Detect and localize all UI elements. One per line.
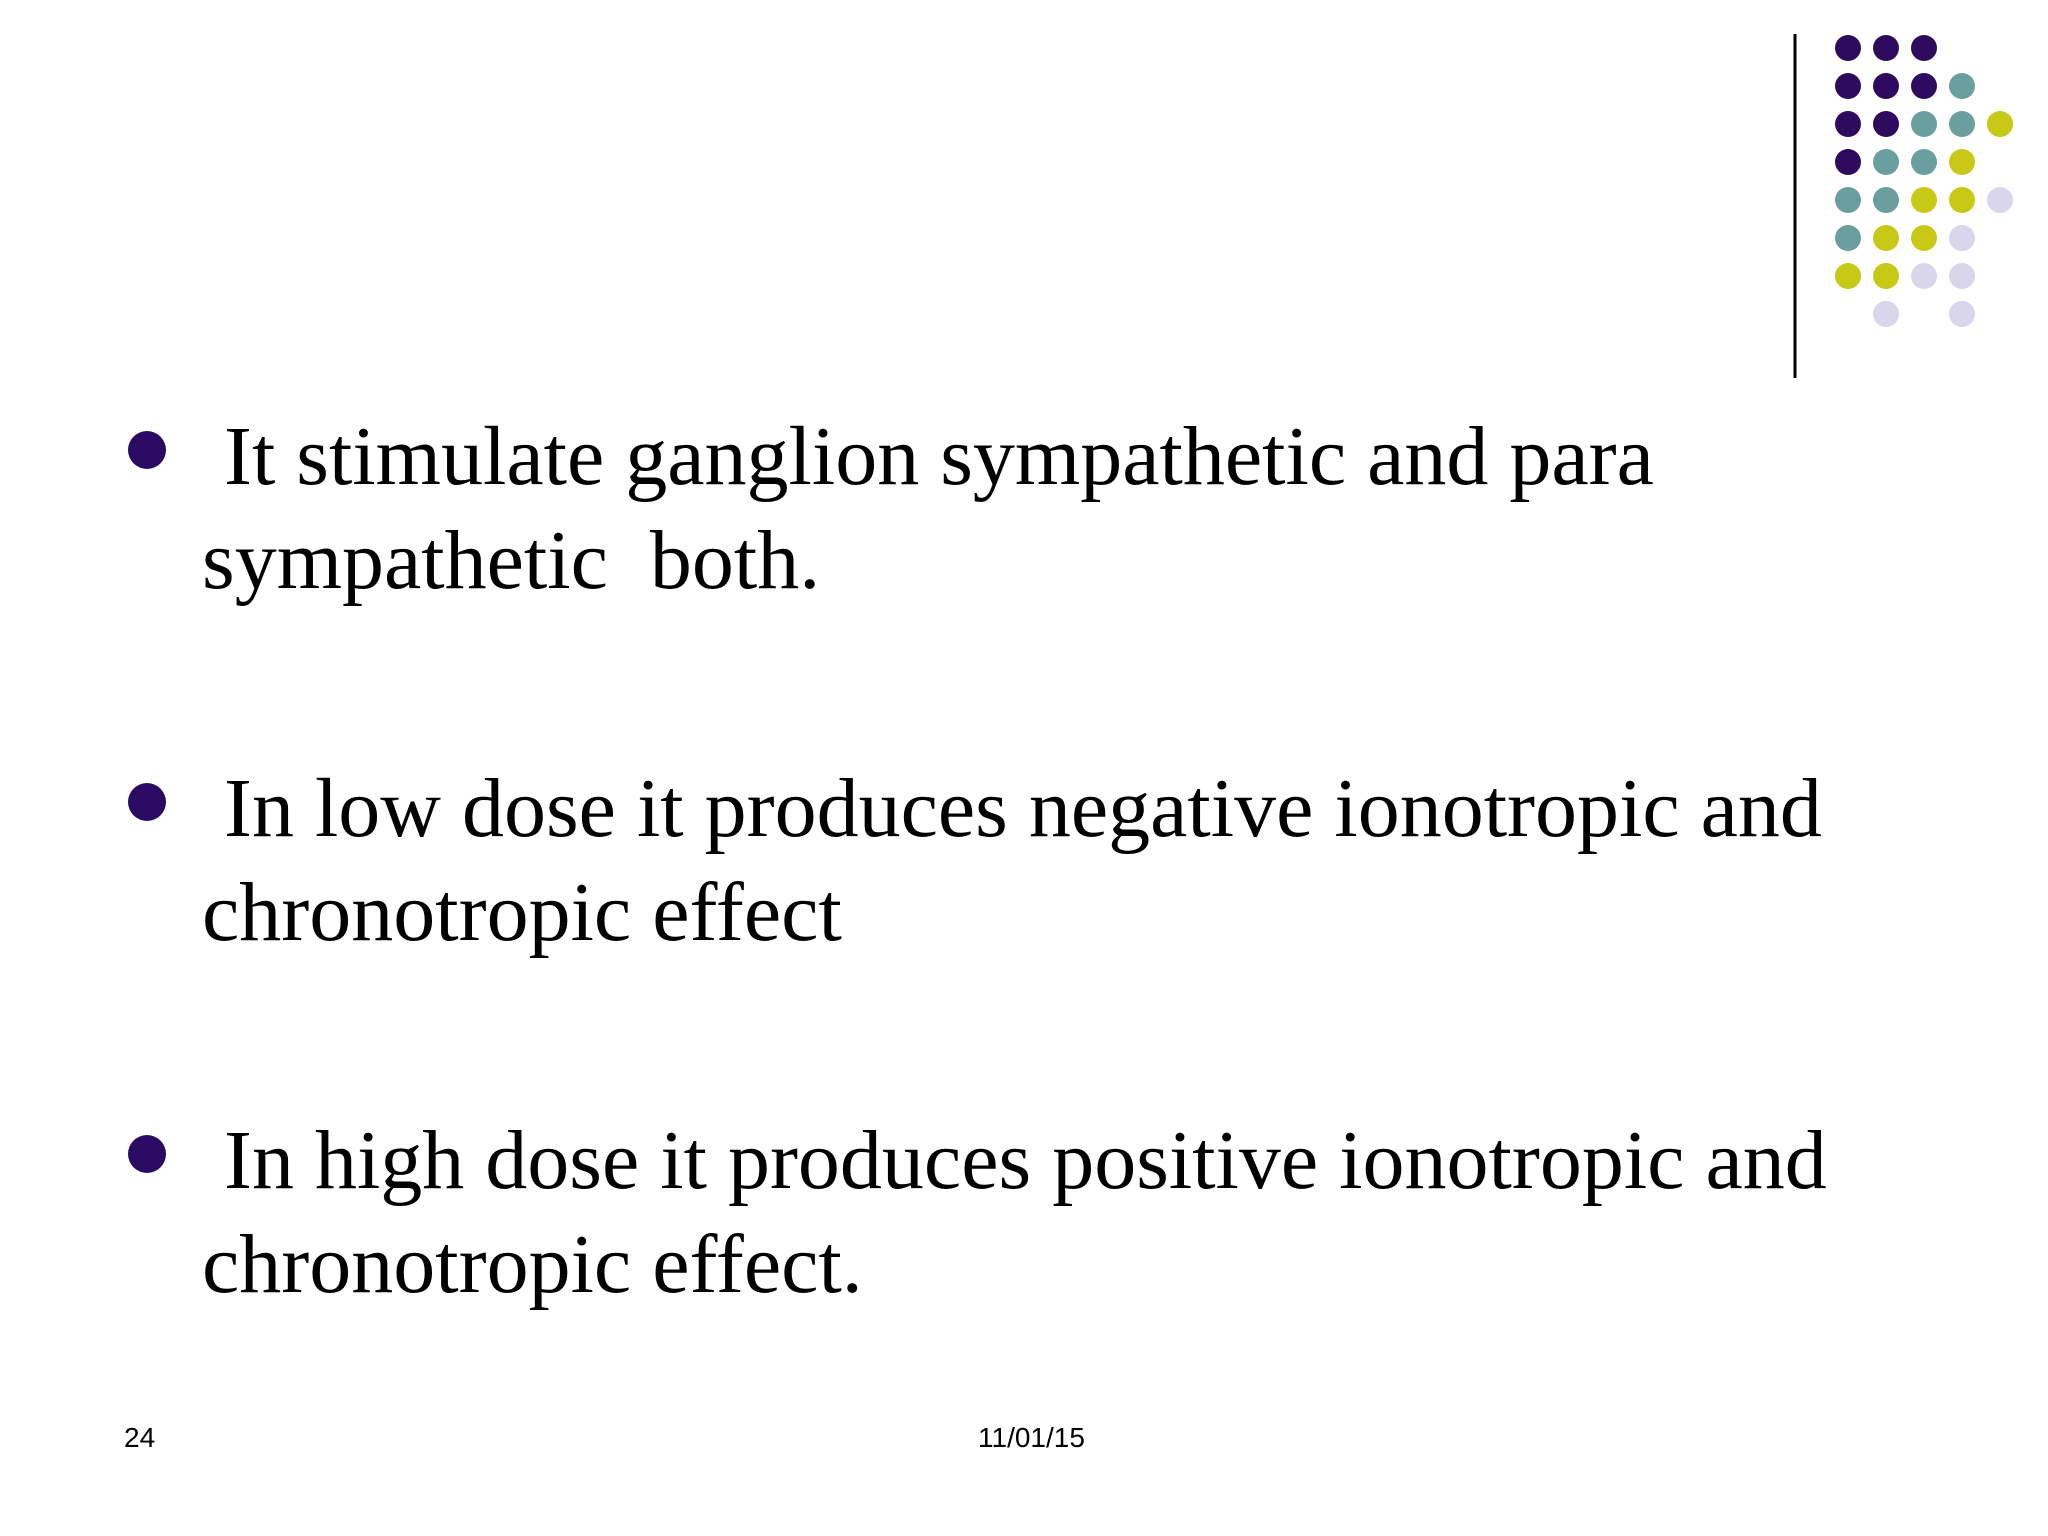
decor-dot: [1987, 111, 2013, 137]
decor-dot: [1873, 187, 1899, 213]
decor-dot: [1835, 149, 1861, 175]
decor-dot: [1835, 73, 1861, 99]
decor-dot: [1949, 301, 1975, 327]
decor-dot: [1949, 111, 1975, 137]
bullet-text-2: In low dose it produces negative ionotropic and chronotropic effect: [202, 762, 1843, 959]
bullet-item-1: [120, 405, 1880, 613]
decor-dot: [1873, 263, 1899, 289]
decor-dot: [1873, 73, 1899, 99]
decor-dot: [1949, 263, 1975, 289]
dot-grid-decoration: [0, 0, 2048, 400]
bullet-dot-icon: [128, 431, 166, 469]
decor-dot: [1987, 187, 2013, 213]
decor-dot: [1835, 263, 1861, 289]
decor-dot: [1873, 35, 1899, 61]
decor-dot: [1949, 187, 1975, 213]
decor-dot: [1873, 301, 1899, 327]
decor-dot: [1949, 225, 1975, 251]
bullet-text-3: In high dose it produces positive ionotropic and chronotropic effect.: [202, 1114, 1848, 1311]
slide-number: 24: [124, 1422, 156, 1453]
slide-date: 11/01/15: [978, 1422, 1085, 1453]
decor-dot: [1835, 225, 1861, 251]
decor-dot: [1911, 263, 1937, 289]
bullet-item-3: [120, 1109, 1880, 1317]
decor-dot: [1949, 73, 1975, 99]
decor-dot: [1873, 225, 1899, 251]
decor-dot: [1911, 35, 1937, 61]
decor-dot: [1835, 187, 1861, 213]
bullet-text-1: It stimulate ganglion sympathetic and para sympathetic both.: [202, 410, 1675, 607]
decor-dot: [1835, 35, 1861, 61]
decor-dot: [1873, 149, 1899, 175]
decor-dot: [1911, 225, 1937, 251]
decor-dot: [1835, 111, 1861, 137]
dot-grid: [1835, 35, 2013, 327]
decor-dot: [1911, 73, 1937, 99]
decor-dot: [1911, 149, 1937, 175]
bullet-list: [120, 405, 1880, 1461]
bullet-dot-icon: [128, 1135, 166, 1173]
bullet-item-2: [120, 757, 1880, 965]
decor-dot: [1911, 111, 1937, 137]
bullet-dot-icon: [128, 783, 166, 821]
decor-dot: [1911, 187, 1937, 213]
decor-dot: [1873, 111, 1899, 137]
decor-dot: [1949, 149, 1975, 175]
